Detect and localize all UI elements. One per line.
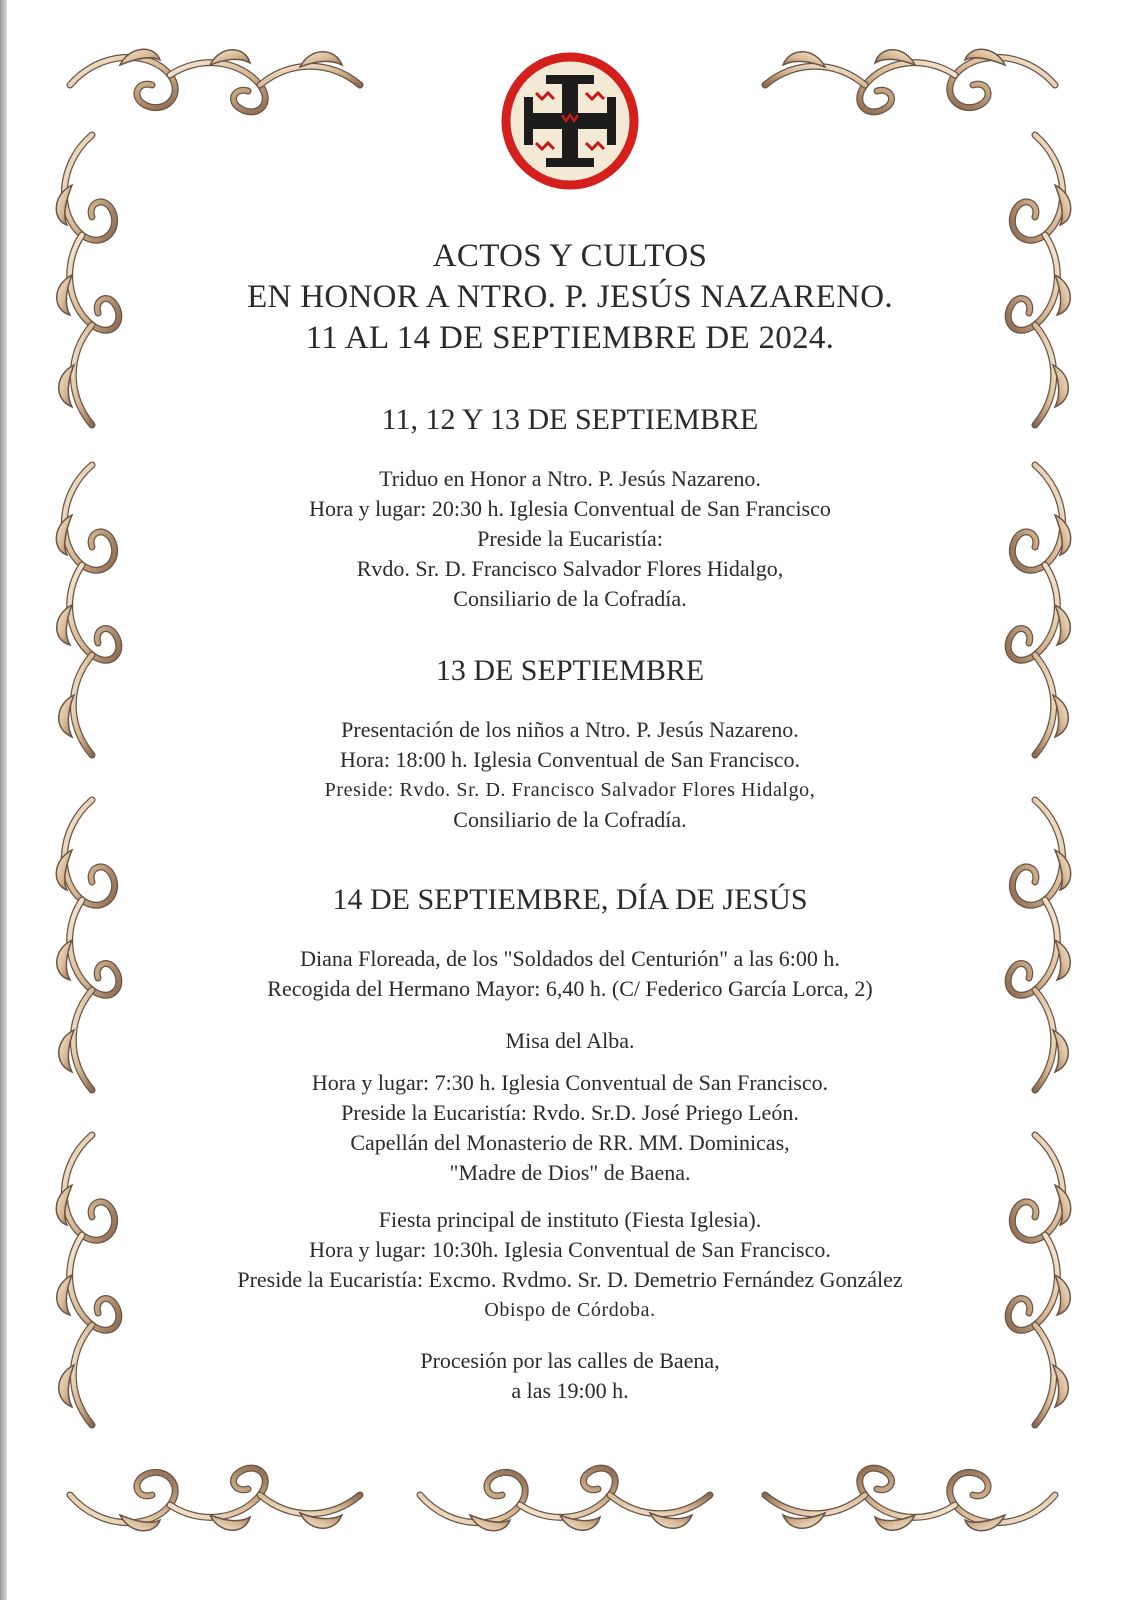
- section-heading: 14 DE SEPTIEMBRE, DÍA DE JESÚS: [332, 883, 808, 916]
- section-presentacion-body: [140, 715, 1000, 835]
- ornament-bottom-left: [55, 1455, 375, 1535]
- section-line: Diana Floreada, de los "Soldados del Centurión" a las 6:00 h.: [300, 946, 840, 971]
- title-line-3: 11 AL 14 DE SEPTIEMBRE DE 2024.: [305, 320, 835, 356]
- page-left-edge: [0, 0, 7, 1600]
- ornament-top-left: [55, 45, 375, 125]
- section-line: Rvdo. Sr. D. Francisco Salvador Flores Hidalgo,: [356, 556, 784, 581]
- title-line-2: EN HONOR A NTRO. P. JESÚS NAZARENO.: [247, 279, 893, 315]
- section-line: Preside la Eucaristía:: [477, 526, 663, 551]
- diana-block: [140, 944, 1000, 1004]
- ornament-left-4: [52, 1125, 132, 1435]
- section-line: Preside: Rvdo. Sr. D. Francisco Salvador Flores Hidalgo,: [324, 779, 816, 801]
- section-line: Triduo en Honor a Ntro. P. Jesús Nazareno.: [379, 466, 761, 491]
- section-line: Procesión por las calles de Baena,: [420, 1348, 720, 1373]
- section-line: Hora y lugar: 7:30 h. Iglesia Conventual de San Francisco.: [311, 1070, 829, 1095]
- section-line: Fiesta principal de instituto (Fiesta Iglesia).: [378, 1207, 762, 1232]
- section-line: a las 19:00 h.: [511, 1378, 629, 1403]
- ornament-right-3: [995, 790, 1075, 1100]
- section-line: Capellán del Monasterio de RR. MM. Dominicas,: [350, 1130, 790, 1155]
- section-triduo-body: [140, 464, 1000, 614]
- ornament-top-right: [750, 45, 1070, 125]
- brotherhood-emblem: [500, 51, 640, 191]
- misa-alba-block: [140, 1068, 1000, 1188]
- section-line: Preside la Eucaristía: Rvdo. Sr.D. José Priego León.: [341, 1100, 799, 1125]
- section-line: Preside la Eucaristía: Excmo. Rvdmo. Sr. D. Demetrio Fernández González: [237, 1267, 903, 1292]
- ornament-right-2: [995, 455, 1075, 765]
- section-heading: 11, 12 Y 13 DE SEPTIEMBRE: [381, 403, 759, 436]
- misa-alba-title: [140, 1026, 1000, 1056]
- section-line: Hora y lugar: 10:30h. Iglesia Conventual de San Francisco.: [309, 1237, 831, 1262]
- ornament-left-1: [52, 125, 132, 435]
- section-line: Recogida del Hermano Mayor: 6,40 h. (C/ Federico García Lorca, 2): [267, 976, 873, 1001]
- section-line: Obispo de Córdoba.: [484, 1299, 656, 1321]
- ornament-bottom-center: [405, 1455, 725, 1535]
- procesion-block: [140, 1346, 1000, 1406]
- ornament-right-1: [995, 125, 1075, 435]
- fiesta-block: [140, 1205, 1000, 1325]
- section-line: Hora: 18:00 h. Iglesia Conventual de San Francisco.: [339, 747, 801, 772]
- page-title: [140, 236, 1000, 359]
- section-presentacion: [140, 653, 1000, 689]
- title-line-1: ACTOS Y CULTOS: [432, 238, 708, 274]
- section-triduo: [140, 402, 1000, 438]
- section-dia-de-jesus: [140, 882, 1000, 918]
- ornament-left-3: [52, 790, 132, 1100]
- ornament-right-4: [995, 1125, 1075, 1435]
- section-line: Presentación de los niños a Ntro. P. Jesús Nazareno.: [341, 717, 799, 742]
- ornament-left-2: [52, 455, 132, 765]
- section-line: Consiliario de la Cofradía.: [453, 807, 687, 832]
- section-line: "Madre de Dios" de Baena.: [449, 1160, 691, 1185]
- section-line: Misa del Alba.: [505, 1028, 635, 1053]
- section-heading: 13 DE SEPTIEMBRE: [435, 654, 705, 687]
- section-line: Consiliario de la Cofradía.: [453, 586, 687, 611]
- ornament-bottom-right: [750, 1455, 1070, 1535]
- section-line: Hora y lugar: 20:30 h. Iglesia Conventual de San Francisco: [309, 496, 831, 521]
